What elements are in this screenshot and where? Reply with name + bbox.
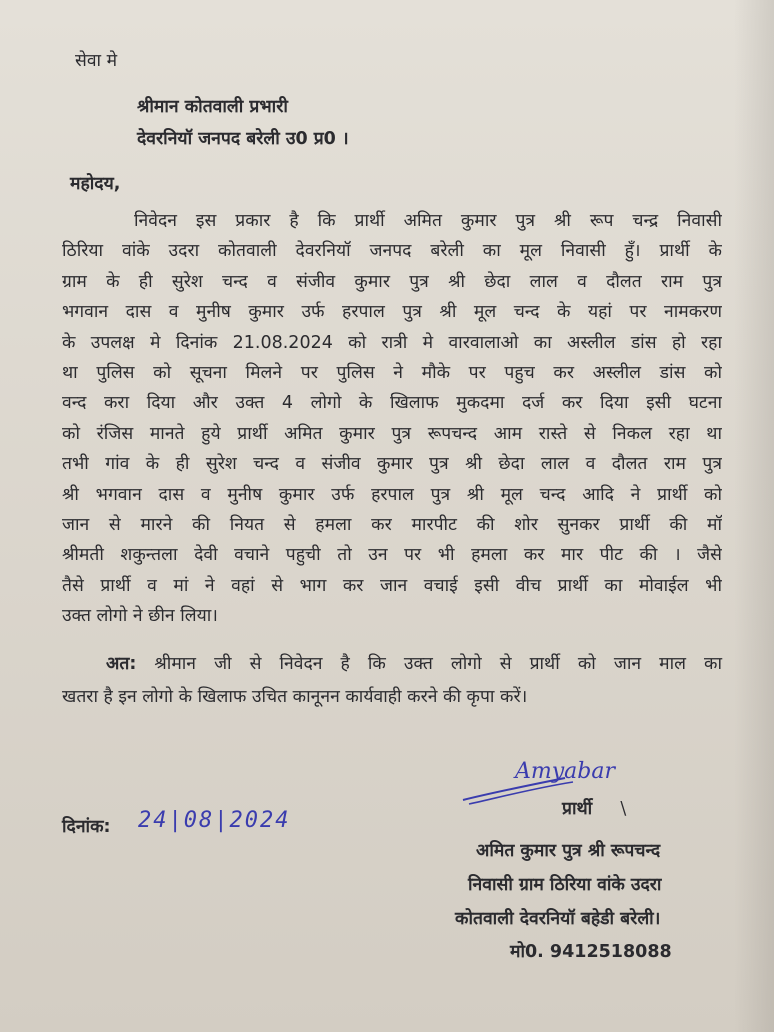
body-line: जान से मारने की नियत से हमला कर मारपीट की शोर सुनकर प्रार्थी की मॉ bbox=[62, 514, 722, 535]
body-line: ठिरिया वांके उदरा कोतवाली देवरनियॉ जनपद बरेली का मूल निवासी हुँ। प्रार्थी के bbox=[62, 241, 722, 262]
body-line: उक्त लोगो ने छीन लिया। bbox=[62, 606, 218, 627]
closing-lead: अत: bbox=[106, 654, 137, 674]
recipient-line-1: श्रीमान कोतवाली प्रभारी bbox=[137, 97, 288, 117]
body-line: निवेदन इस प्रकार है कि प्रार्थी अमित कुमार पुत्र श्री रूप चन्द्र निवासी bbox=[134, 211, 722, 231]
signature-text: Amyabar bbox=[515, 759, 616, 784]
closing-line-1-text: श्रीमान जी से निवेदन है कि उक्त लोगो से प्रार्थी को जान माल का bbox=[154, 654, 722, 674]
sender-address-1: निवासी ग्राम ठिरिया वांके उदरा bbox=[468, 875, 662, 895]
sender-mark: \ bbox=[620, 799, 627, 819]
sender-label-text: प्रार्थी bbox=[562, 799, 593, 819]
body-line: तैसे प्रार्थी व मां ने वहां से भाग कर जान वचाई इसी वीच प्रार्थी का मोवाईल भी bbox=[62, 575, 722, 596]
body-line: तभी गांव के ही सुरेश चन्द व संजीव कुमार पुत्र श्री छेदा लाल व दौलत राम पुत्र bbox=[62, 454, 722, 475]
sender-name: अमित कुमार पुत्र श्री रूपचन्द bbox=[476, 841, 661, 861]
date-handwritten: 24|08|2024 bbox=[138, 808, 291, 833]
body-line: श्री भगवान दास व मुनीष कुमार उर्फ हरपाल पुत्र श्री मूल चन्द आदि ने प्रार्थी को bbox=[62, 484, 722, 505]
body-line: भगवान दास व मुनीष कुमार उर्फ हरपाल पुत्र श्री मूल चन्द के यहां पर नामकरण bbox=[62, 302, 722, 323]
body-line: के उपलक्ष मे दिनांक 21.08.2024 को रात्री मे वारवालाओ का अस्लील डांस हो रहा bbox=[62, 332, 722, 353]
salutation-to: सेवा मे bbox=[75, 51, 118, 71]
closing-line-2: खतरा है इन लोगो के खिलाफ उचित कानूनन कार्यवाही करने की कृपा करें। bbox=[62, 687, 528, 707]
greeting: महोदय, bbox=[70, 174, 121, 194]
sender-label bbox=[562, 796, 626, 820]
body-line: श्रीमती शकुन्तला देवी वचाने पहुची तो उन पर भी हमला कर मार पीट की । जैसे bbox=[62, 545, 722, 566]
paper-shadow bbox=[734, 0, 774, 1032]
recipient-line-2: देवरनियॉ जनपद बरेली उ0 प्र0 । bbox=[137, 129, 349, 149]
closing-paragraph bbox=[62, 648, 722, 714]
body-line: था पुलिस को सूचना मिलने पर पुलिस ने मौके पर पहुच कर अस्लील डांस को bbox=[62, 362, 722, 383]
body-line: वन्द करा दिया और उक्त 4 लोगो के खिलाफ मुकदमा दर्ज कर दिया इसी घटना bbox=[62, 393, 722, 414]
sender-mobile: मो0. 9412518088 bbox=[510, 942, 672, 962]
body-line: ग्राम के ही सुरेश चन्द व संजीव कुमार पुत्र श्री छेदा लाल व दौलत राम पुत्र bbox=[62, 271, 722, 292]
date-label: दिनांक: bbox=[62, 817, 111, 837]
body-line: को रंजिस मानते हुये प्रार्थी अमित कुमार पुत्र रूपचन्द आम रास्ते से निकल रहा था bbox=[62, 423, 722, 444]
closing-line-1 bbox=[62, 648, 722, 681]
letter-body bbox=[62, 206, 722, 631]
sender-address-2: कोतवाली देवरनियॉ बहेडी बरेली। bbox=[455, 909, 661, 929]
